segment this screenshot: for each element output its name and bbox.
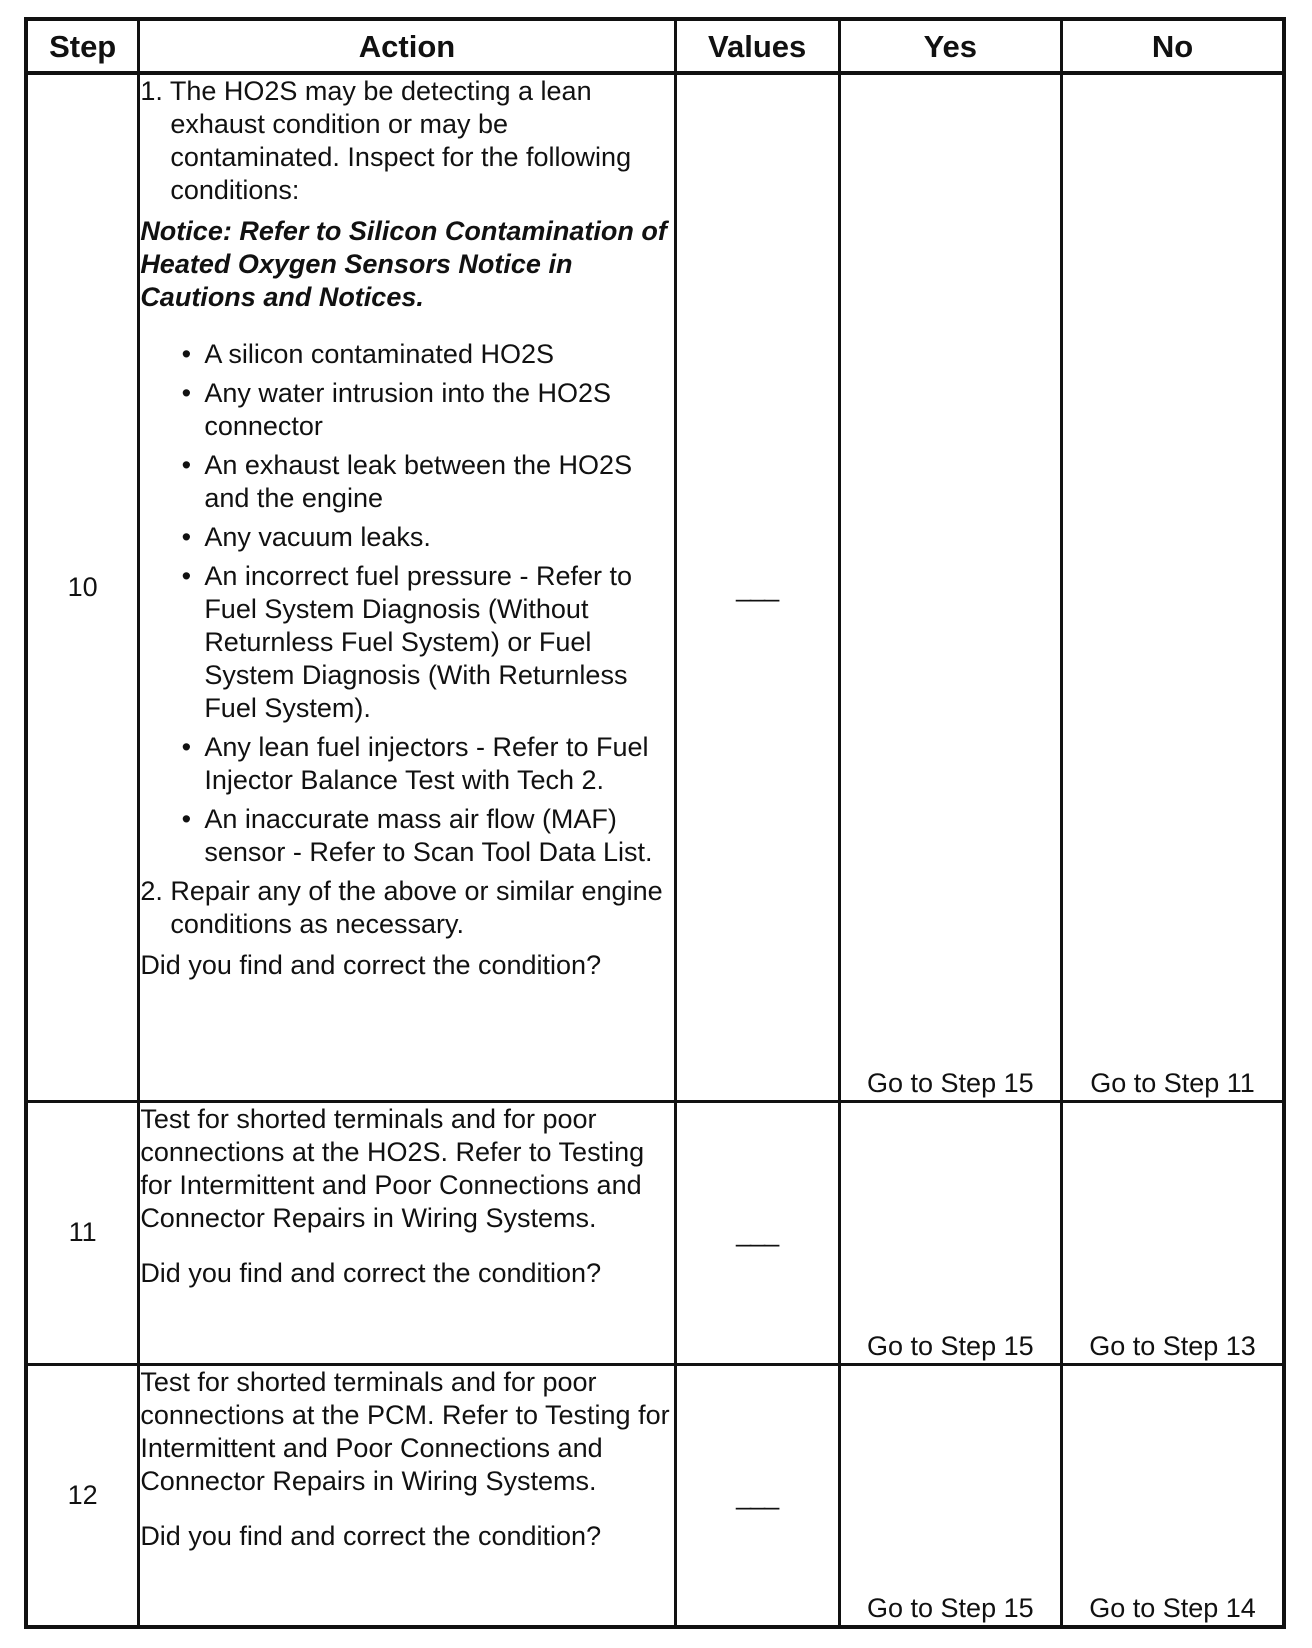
action-item-1: 1. The HO2S may be detecting a lean exhaust condition or may be contaminated. Inspect for the following conditions:: [140, 76, 632, 205]
diagnostic-table: [24, 17, 1286, 1629]
table-row: [26, 73, 1284, 1101]
list-item: • An incorrect fuel pressure - Refer to Fuel System Diagnosis (Without Returnless Fuel System) or Fuel System Diagnosis (With Returnless Fuel System).: [181, 561, 632, 723]
values-dash: ___: [736, 1479, 779, 1510]
bullet-icon: •: [181, 378, 192, 408]
header-values: Values: [675, 19, 839, 73]
no-cell: Go to Step 13: [1062, 1101, 1284, 1364]
step-number: 12: [26, 1364, 139, 1627]
list-item: • An exhaust leak between the HO2S and the engine: [181, 450, 633, 513]
action-cell: [139, 73, 675, 1101]
list-item: • A silicon contaminated HO2S: [181, 339, 554, 369]
action-cell: [139, 1101, 675, 1364]
yes-cell: Go to Step 15: [839, 1364, 1061, 1627]
bullet-icon: •: [181, 804, 192, 834]
no-cell: Go to Step 14: [1062, 1364, 1284, 1627]
step-number: 10: [26, 73, 139, 1101]
list-item: • Any vacuum leaks.: [181, 522, 431, 552]
spacer: [140, 1235, 673, 1257]
action-text: Test for shorted terminals and for poor connections at the PCM. Refer to Testing for Intermittent and Poor Connections and Connector Repairs in Wiring Systems.: [140, 1366, 670, 1496]
bullet-icon: •: [181, 522, 192, 552]
list-item: • Any lean fuel injectors - Refer to Fuel Injector Balance Test with Tech 2.: [181, 732, 649, 795]
bullet-icon: •: [181, 561, 192, 591]
notice-text: Notice: Refer to Silicon Contamination of Heated Oxygen Sensors Notice in Cautions and Notices.: [140, 216, 667, 312]
values-cell: [675, 73, 839, 1101]
header-yes: Yes: [839, 19, 1061, 73]
table-row: [26, 1101, 1284, 1364]
values-dash: ___: [736, 571, 779, 602]
header-row: [26, 19, 1284, 73]
list-item: • An inaccurate mass air flow (MAF) sensor - Refer to Scan Tool Data List.: [181, 804, 653, 867]
bullet-icon: •: [181, 732, 192, 762]
action-text: Test for shorted terminals and for poor connections at the HO2S. Refer to Testing for Intermittent and Poor Connections and Connector Repairs in Wiring Systems.: [140, 1103, 645, 1233]
question-text: Did you find and correct the condition?: [140, 1257, 602, 1288]
table-row: [26, 1364, 1284, 1627]
values-dash: ___: [736, 1217, 779, 1248]
values-cell: [675, 1364, 839, 1627]
question-text: Did you find and correct the condition?: [140, 950, 602, 980]
values-cell: [675, 1101, 839, 1364]
condition-list: [140, 338, 673, 869]
step-number: 11: [26, 1101, 139, 1364]
header-action: Action: [139, 19, 675, 73]
no-cell: Go to Step 11: [1062, 73, 1284, 1101]
header-step: Step: [26, 19, 139, 73]
action-cell: [139, 1364, 675, 1627]
bullet-icon: •: [181, 339, 192, 369]
header-no: No: [1062, 19, 1284, 73]
list-item: • Any water intrusion into the HO2S connector: [181, 378, 612, 441]
bullet-icon: •: [181, 450, 192, 480]
question-text: Did you find and correct the condition?: [140, 1520, 602, 1551]
yes-cell: Go to Step 15: [839, 73, 1061, 1101]
yes-cell: Go to Step 15: [839, 1101, 1061, 1364]
spacer: [140, 1498, 673, 1520]
action-item-2: 2. Repair any of the above or similar engine conditions as necessary.: [140, 876, 663, 939]
